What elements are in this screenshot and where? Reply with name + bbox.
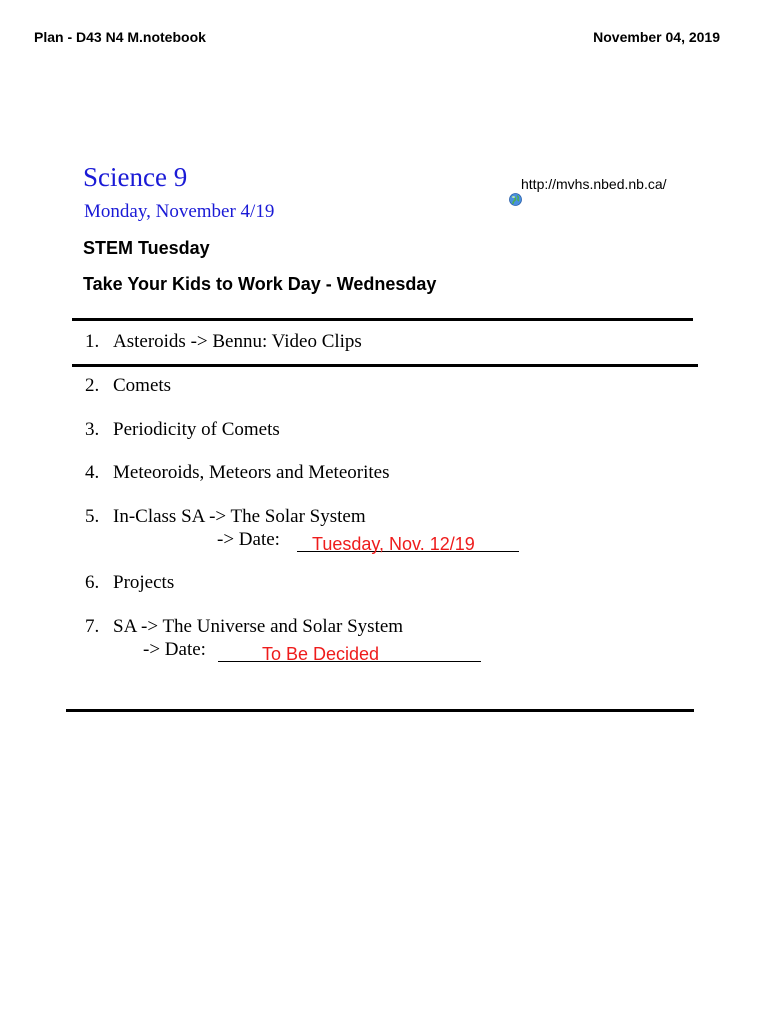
notebook-title: Plan - D43 N4 M.notebook [34, 29, 206, 45]
list-item-number: 3. [85, 419, 100, 440]
date-label: -> Date: [143, 639, 206, 660]
list-item [85, 616, 403, 638]
handwritten-date: Tuesday, Nov. 12/19 [312, 534, 475, 554]
header-date: November 04, 2019 [593, 29, 720, 45]
list-item-text: Comets [113, 375, 172, 396]
list-item-number: 5. [85, 506, 100, 527]
list-item-text: Projects [113, 572, 175, 593]
date-label: -> Date: [217, 529, 280, 550]
list-item-number: 6. [85, 572, 100, 593]
divider-under-item-1 [72, 364, 698, 367]
notice-stem-tuesday: STEM Tuesday [83, 238, 210, 258]
list-item-text: Periodicity of Comets [113, 419, 280, 440]
divider-bottom [66, 709, 694, 712]
list-item-number: 4. [85, 462, 100, 483]
divider-top [72, 318, 693, 321]
handwritten-date: To Be Decided [262, 644, 380, 664]
list-item-text: Meteoroids, Meteors and Meteorites [113, 462, 390, 483]
list-item [85, 572, 174, 594]
school-link[interactable]: http://mvhs.nbed.nb.ca/ [521, 176, 667, 192]
list-item-number: 2. [85, 375, 100, 396]
notice-work-day: Take Your Kids to Work Day - Wednesday [83, 274, 437, 294]
page-title: Science 9 [83, 162, 188, 192]
list-item-number: 1. [85, 331, 100, 352]
list-item-text: In-Class SA -> The Solar System [113, 506, 366, 527]
list-item-number: 7. [85, 616, 100, 637]
globe-icon[interactable] [509, 193, 522, 206]
lesson-date: Monday, November 4/19 [84, 201, 275, 222]
list-item [85, 506, 366, 528]
list-item [85, 375, 171, 397]
list-item [85, 419, 280, 441]
list-item-text: SA -> The Universe and Solar System [113, 616, 404, 637]
list-item [85, 462, 389, 484]
list-item [85, 331, 362, 353]
list-item-text: Asteroids -> Bennu: Video Clips [113, 331, 362, 352]
